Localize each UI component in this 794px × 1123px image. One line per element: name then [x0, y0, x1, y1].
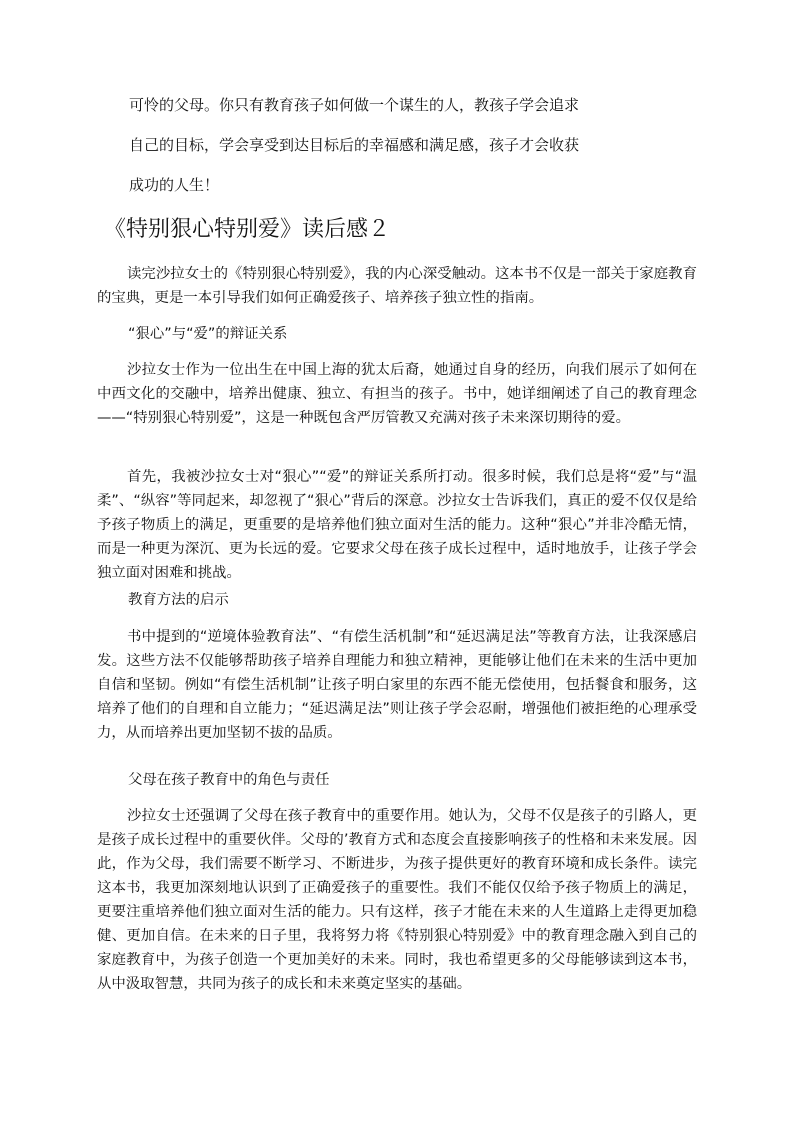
paragraph-intro: 读完沙拉女士的《特别狠心特别爱》，我的内心深受触动。这本书不仅是一部关于家庭教育的宝典，更是一本引导我们如何正确爱孩子、培养孩子独立性的指南。: [97, 266, 697, 306]
intro-line-2: 自己的目标，学会享受到达目标后的幸福感和满足感，孩子才会收获: [129, 136, 580, 154]
subheading-parent-role: 父母在孩子教育中的角色与责任: [128, 772, 330, 788]
paragraph-methods: 书中提到的“逆境体验教育法”、“有偿生活机制”和“延迟满足法”等教育方法，让我深感启发。这些方法不仅能够帮助孩子培养自理能力和独立精神，更能够让他们在未来的生活中更加自信和坚韧。例如“有偿生活机制”让孩子明白家里的东西不能无偿使用，包括餐食和服务，这培养了他们的自理和自立能力；“延迟满足法”则让孩子学会忍耐，增强他们被拒绝的心理承受力，从而培养出更加坚韧不拔的品质。: [97, 629, 697, 741]
subheading-methods: 教育方法的启示: [128, 592, 229, 608]
paragraph-background: 沙拉女士作为一位出生在中国上海的犹太后裔，她通过自身的经历，向我们展示了如何在中西文化的交融中，培养出健康、独立、有担当的孩子。书中，她详细阐述了自己的教育理念——“特别狠心特别爱”，这是一种既包含严厉管教又充满对孩子未来深切期待的爱。: [97, 362, 697, 426]
paragraph-parent-role: 沙拉女士还强调了父母在孩子教育中的重要作用。她认为，父母不仅是孩子的引路人，更是孩子成长过程中的重要伙伴。父母的’教育方式和态度会直接影响孩子的性格和未来发展。因此，作为父母，我们需要不断学习、不断进步，为孩子提供更好的教育环境和成长条件。读完这本书，我更加深刻地认识到了正确爱孩子的重要性。我们不能仅仅给予孩子物质上的满足，更要注重培养他们独立面对生活的能力。只有这样，孩子才能在未来的人生道路上走得更加稳健、更加自信。在未来的日子里，我将努力将《特别狠心特别爱》中的教育理念融入到自己的家庭教育中，为孩子创造一个更加美好的未来。同时，我也希望更多的父母能够读到这本书，从中汲取智慧，共同为孩子的成长和未来奠定坚实的基础。: [97, 808, 697, 992]
intro-line-3: 成功的人生！: [129, 176, 220, 194]
subheading-dialectic: “狠心”与“爱”的辩证关系: [128, 326, 288, 342]
paragraph-dialectic: 首先，我被沙拉女士对“狠心”“爱”的辩证关系所打动。很多时候，我们总是将“爱”与“温柔”、“纵容”等同起来，却忽视了“狠心”背后的深意。沙拉女士告诉我们，真正的爱不仅仅是给予孩子物质上的满足，更重要的是培养他们独立面对生活的能力。这种“狠心”并非冷酷无情，而是一种更为深沉、更为长远的爱。它要求父母在孩子成长过程中，适时地放手，让孩子学会独立面对困难和挑战。: [97, 469, 697, 581]
article-title: 《特别狠心特别爱》读后感２: [104, 217, 391, 242]
intro-line-1: 可怜的父母。你只有教育孩子如何做一个谋生的人，教孩子学会追求: [129, 96, 580, 114]
